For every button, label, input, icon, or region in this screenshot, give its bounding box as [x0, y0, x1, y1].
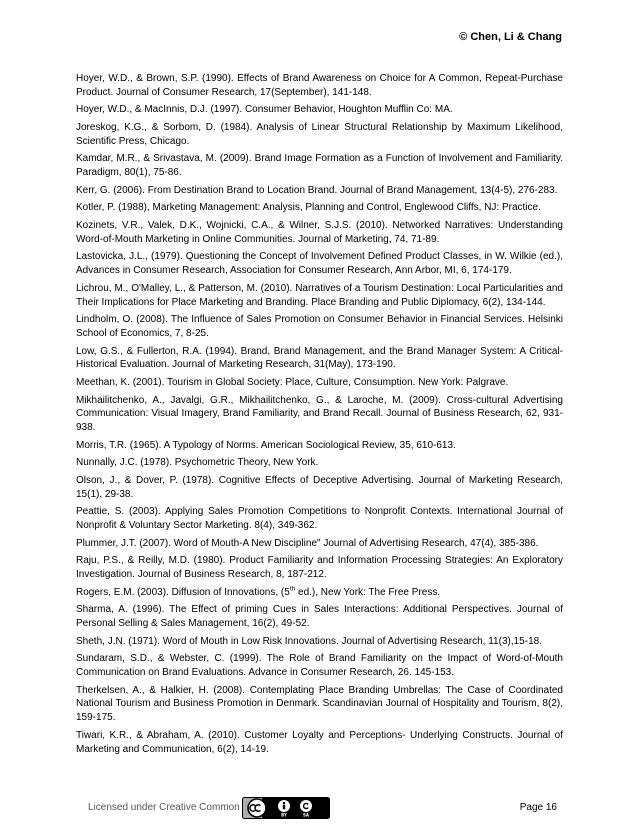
reference-entry: Mikhailitchenko, A., Javalgi, G.R., Mikhailitchenko, G., & Laroche, M. (2009). Cross-cultural Advertising Communication: Visual Imagery, Brand Familiarity, and Brand Recall. Journal of Business Research, 62, 931-938. — [76, 394, 563, 434]
reference-entry: Therkelsen, A., & Halkier, H. (2008). Contemplating Place Branding Umbrellas: The Case of Coordinated National Tourism and Business Promotion in Denmark. Scandinavian Journal of Hospitality and Tourism, 8(2), 159-175. — [76, 684, 563, 724]
page-number: Page 16 — [519, 802, 557, 813]
reference-entry: Low, G.S., & Fullerton, R.A. (1994). Brand, Brand Management, and the Brand Manager System: A Critical-Historical Evaluation. Journal of Marketing Research, 31(May), 173-190. — [76, 345, 563, 371]
reference-entry: Lastovicka, J.L., (1979). Questioning the Concept of Involvement Defined Product Classes, in W. Wilkie (ed.), Advances in Consumer Research, Association for Consumer Research, Ann Arbor, MI, 6, 174-179. — [76, 251, 563, 277]
reference-entry: Plummer, J.T. (2007). Word of Mouth-A New Discipline" Journal of Advertising Research, 47(4), 385-386. — [76, 537, 539, 549]
reference-entry: Kozinets, V.R., Valek, D.K., Wojnicki, C.A., & Wilner, S.J.S. (2010). Networked Narratives: Understanding Word-of-Mouth Marketing in Online Communities. Journal of Marketing, 74, 71-89. — [76, 219, 563, 245]
svg-text:SA: SA — [303, 812, 309, 818]
reference-entry: Nunnally, J.C. (1978). Psychometric Theory, New York. — [76, 457, 319, 469]
reference-entry: Morris, T.R. (1965). A Typology of Norms. American Sociological Review, 35, 610-613. — [76, 439, 456, 451]
reference-entry: Hoyer, W.D., & MacInnis, D.J. (1997). Consumer Behavior, Houghton Mufflin Co: MA. — [76, 104, 453, 116]
reference-entry: Peattie, S. (2003). Applying Sales Promotion Competitions to Nonprofit Contexts. International Journal of Nonprofit & Voluntary Sector Marketing. 8(4), 349-362. — [76, 506, 563, 532]
reference-entry: Lindholm, O. (2008). The Influence of Sales Promotion on Consumer Behavior in Financial Services. Helsinki School of Economics, 7, 8-25. — [76, 314, 563, 339]
reference-entry: Kotler, P. (1988), Marketing Management: Analysis, Planning and Control, Englewood Cliffs, NJ: Practice. — [76, 202, 541, 214]
reference-entry: Kerr, G. (2006). From Destination Brand to Location Brand. Journal of Brand Management, 13(4-5), 276-283. — [76, 184, 558, 196]
reference-entry: Kamdar, M.R., & Srivastava, M. (2009). Brand Image Formation as a Function of Involvement and Familiarity. Paradigm, 80(1), 75-86. — [76, 153, 563, 179]
reference-entry: Hoyer, W.D., & Brown, S.P. (1990). Effects of Brand Awareness on Choice for A Common, Repeat-Purchase Product. Journal of Consumer Research, 17(September), 141-148. — [76, 73, 563, 98]
reference-entry: Sharma, A. (1996). The Effect of priming Cues in Sales Interactions: Additional Perspectives. Journal of Personal Selling & Sales Management, 16(2), 49-52. — [76, 604, 563, 630]
running-header: © Chen, Li & Chang — [459, 31, 562, 43]
creative-commons-icon — [242, 797, 330, 819]
reference-entry: Tiwari, K.R., & Abraham, A. (2010). Customer Loyalty and Perceptions- Underlying Constructs. Journal of Marketing and Communication, 6(2), 14-19. — [76, 729, 563, 755]
reference-entry: Lichrou, M., O'Malley, L., & Patterson, M. (2010). Narratives of a Tourism Destination: Local Particularities and Their Implications for Place Marketing and Branding. Place Branding and Public Diplomacy, 6(2), 134-144. — [76, 282, 563, 308]
reference-entry: Olson, J., & Dover, P. (1978). Cognitive Effects of Deceptive Advertising. Journal of Marketing Research, 15(1), 29-38. — [76, 474, 563, 500]
reference-entry: Sundaram, S.D., & Webster, C. (1999). The Role of Brand Familiarity on the Impact of Word-of-Mouth Communication on Brand Evaluations. Advance in Consumer Research, 26. 145-153. — [76, 653, 563, 679]
reference-entry: Sheth, J.N. (1971). Word of Mouth in Low Risk Innovations. Journal of Advertising Research, 11(3),15-18. — [76, 635, 542, 647]
svg-text:BY: BY — [281, 812, 287, 818]
reference-entry: Raju, P.S., & Reilly, M.D. (1980). Product Familiarity and Information Processing Strategies: An Exploratory Investigation. Journal of Business Research, 8, 187-212. — [76, 555, 563, 581]
license-text: Licensed under Creative Common — [88, 802, 240, 813]
reference-entry: Meethan, K. (2001). Tourism in Global Society: Place, Culture, Consumption. New York: Palgrave. — [76, 376, 509, 388]
reference-list — [76, 72, 563, 760]
reference-entry: Joreskog, K.G., & Sorbom, D. (1984). Analysis of Linear Structural Relationship by Maximum Likelihood, Scientific Press, Chicago. — [76, 121, 563, 147]
reference-entry: Rogers, E.M. (2003). Diffusion of Innovations, (5th ed.), New York: The Free Press. — [76, 585, 441, 598]
page-footer — [76, 797, 563, 819]
